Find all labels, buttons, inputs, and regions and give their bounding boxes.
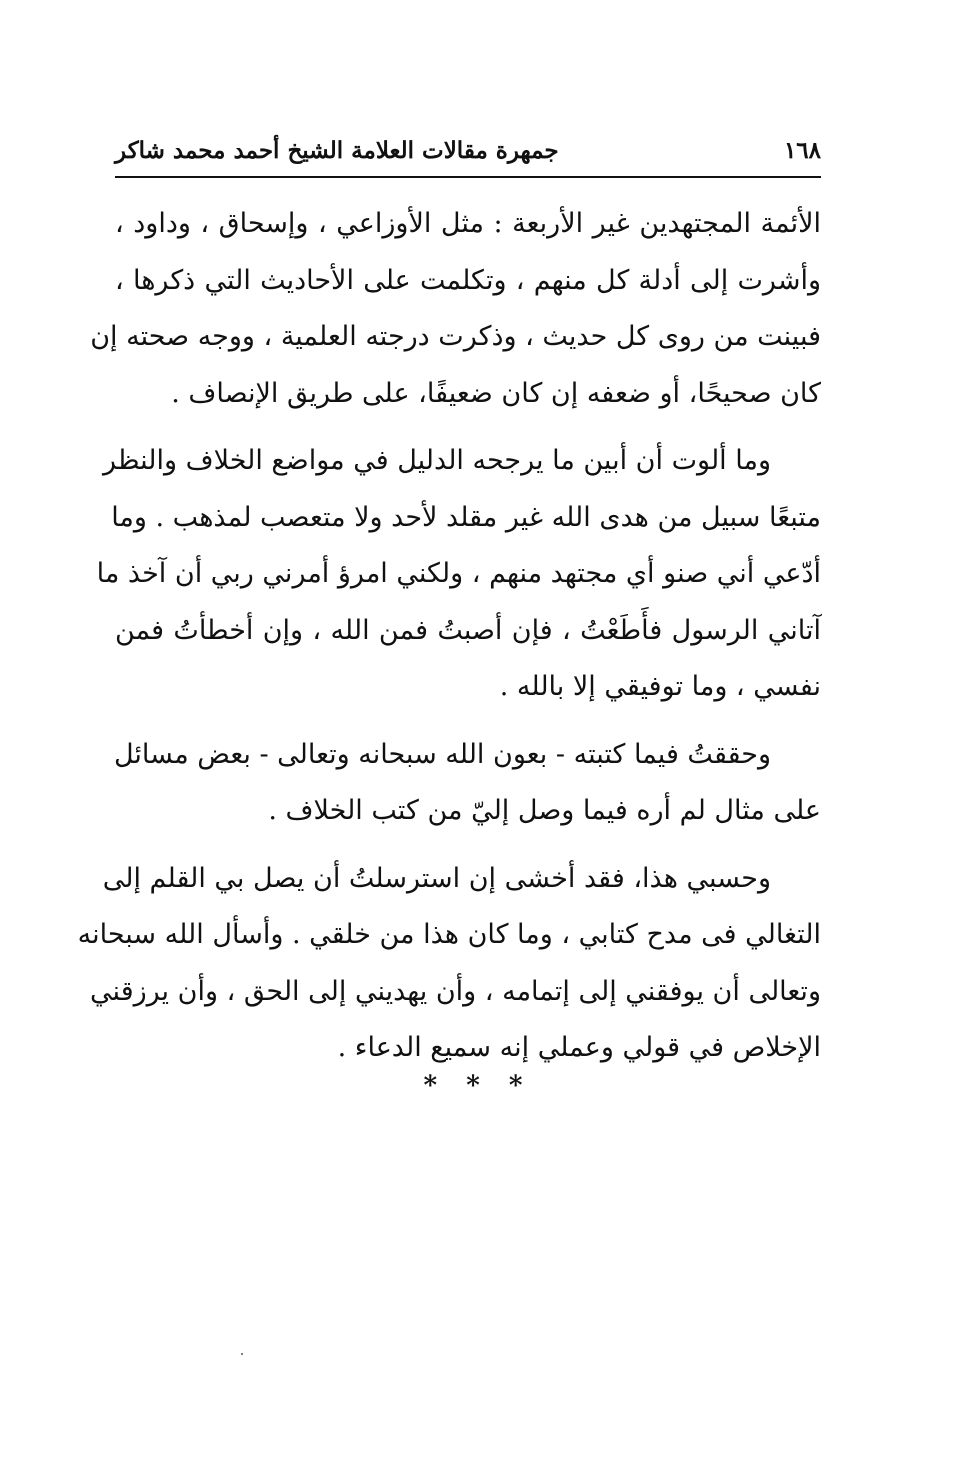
running-title: جمهرة مقالات العلامة الشيخ أحمد محمد شاكر bbox=[115, 136, 559, 164]
text-line: وتعالى أن يوفقني إلى إتمامه ، وأن يهديني إلى الحق ، وأن يرزقني bbox=[90, 975, 821, 1007]
paragraph-3 bbox=[115, 727, 821, 840]
text-line: نفسي ، وما توفيقي إلا بالله . bbox=[499, 671, 821, 702]
page-header bbox=[115, 130, 821, 170]
header-divider bbox=[115, 176, 821, 178]
text-line: آتاني الرسول فأَطَعْتُ ، فإن أصبتُ فمن الله ، وإن أخطأتُ فمن bbox=[115, 614, 821, 646]
text-line: الإخلاص في قولي وعملي إنه سميع الدعاء . bbox=[337, 1032, 821, 1063]
page-number: ١٦٨ bbox=[783, 136, 821, 164]
paragraph-2 bbox=[96, 433, 821, 716]
text-line: وحققتُ فيما كتبته - بعون الله سبحانه وتعالى - بعض مسائل bbox=[113, 738, 771, 770]
text-line: متبعًا سبيل من هدى الله غير مقلد لأحد ولا متعصب لمذهب . وما bbox=[111, 501, 821, 533]
text-line: وما ألوت أن أبين ما يرجحه الدليل في مواضع الخلاف والنظر bbox=[103, 445, 771, 476]
text-line: التغالي فى مدح كتابي ، وما كان هذا من خلقي . وأسأل الله سبحانه bbox=[77, 919, 821, 950]
text-line: فبينت من روى كل حديث ، وذكرت درجته العلمية ، ووجه صحته إن bbox=[90, 321, 821, 352]
text-line: وحسبي هذا، فقد أخشى إن استرسلتُ أن يصل بي القلم إلى bbox=[102, 862, 771, 894]
section-separator: * * * bbox=[423, 1071, 533, 1101]
body-text bbox=[77, 196, 821, 1077]
paragraph-4 bbox=[77, 851, 821, 1077]
paragraph-1 bbox=[90, 196, 821, 422]
text-line: على مثال لم أره فيما وصل إليّ من كتب الخلاف . bbox=[268, 795, 821, 826]
text-line: وأشرت إلى أدلة كل منهم ، وتكلمت على الأحاديث التي ذكرها ، bbox=[115, 264, 821, 296]
scan-speck bbox=[241, 1353, 243, 1355]
text-line: الأئمة المجتهدين غير الأربعة : مثل الأوزاعي ، وإسحاق ، وداود ، bbox=[115, 208, 821, 239]
text-line: كان صحيحًا، أو ضعفه إن كان ضعيفًا، على طريق الإنصاف . bbox=[171, 377, 821, 409]
text-line: أدّعي أني صنو أي مجتهد منهم ، ولكني امرؤ أمرني ربي أن آخذ ما bbox=[96, 558, 821, 589]
